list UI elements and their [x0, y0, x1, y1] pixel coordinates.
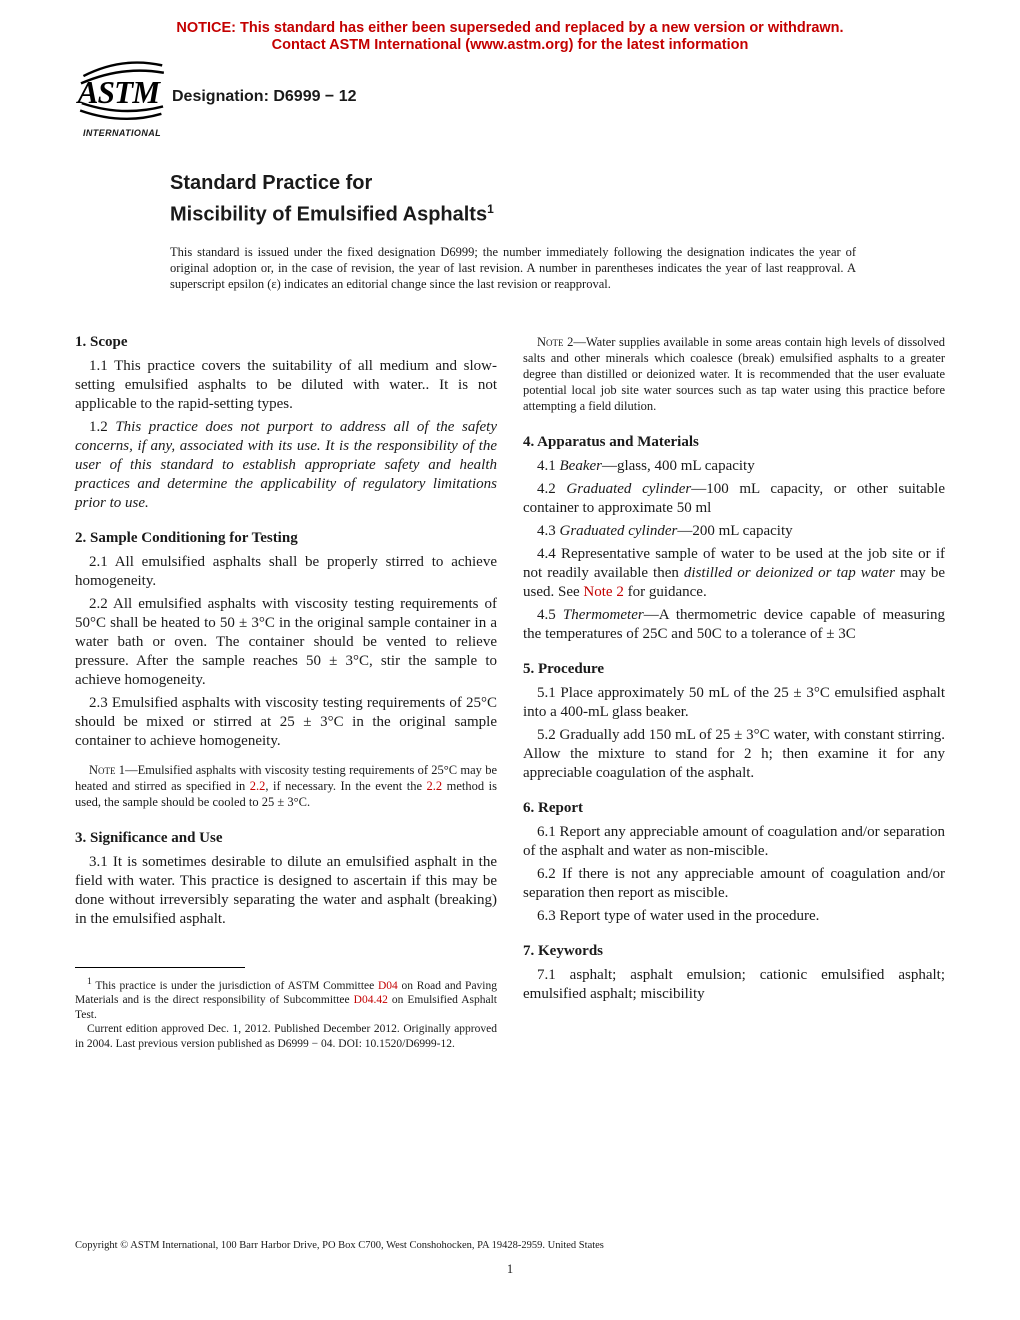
footnote-block: [75, 967, 497, 1051]
para-4-5-text: —A thermometric device capable of measuring the temperatures of 25C and 50C to a tolerance of ± 3C: [523, 607, 945, 642]
section-2-heading: 2. Sample Conditioning for Testing: [75, 530, 298, 546]
note-2: [523, 334, 945, 414]
para-4-5-number: 4.5: [537, 607, 563, 623]
para-4-4-text-b: may be used. See: [523, 565, 945, 600]
title-line-2: [170, 196, 494, 228]
section-5-heading: 5. Procedure: [523, 661, 605, 677]
para-4-4: [523, 545, 945, 602]
para-4-3-text: —200 mL capacity: [677, 523, 793, 539]
title-footnote-ref: 1: [487, 202, 494, 216]
para-2-2: 2.2 All emulsified asphalts with viscosity testing requirements of 50°C shall be heated to 50 ± 3°C in the original sample container in a water bath or oven. The container should be vented to relieve pressure. After the sample reaches 50 ± 3°C, stir the sample to achieve homogeneity.: [75, 596, 497, 688]
footnote-rule: [75, 967, 245, 968]
page-number: 1: [506, 1262, 514, 1276]
para-6-2: 6.2 If there is not any appreciable amount of coagulation and/or separation then report as miscible.: [523, 866, 945, 901]
para-4-3-term: Graduated cylinder: [559, 523, 678, 539]
para-4-4-text-c: for guidance.: [623, 584, 707, 600]
para-3-1: 3.1 It is sometimes desirable to dilute an emulsified asphalt in the field with water. This practice is designed to ascertain if this may be done without irreversibly separating the water and asphalt (breaking) in the emulsified asphalt.: [75, 854, 497, 927]
title-line-1: Standard Practice for: [170, 172, 373, 194]
ref-2-2-link-a[interactable]: 2.2: [249, 779, 266, 793]
title-text: Miscibility of Emulsified Asphalts: [170, 203, 488, 226]
note-1-label: Note 1: [89, 763, 126, 777]
footnote-text-c: on Emulsified Asphalt Test.: [75, 994, 497, 1021]
footnote-marker: 1: [87, 975, 92, 987]
para-4-1-text: —glass, 400 mL capacity: [601, 458, 755, 474]
copyright-line: Copyright © ASTM International, 100 Barr Harbor Drive, PO Box C700, West Conshohocken, PA 19428-2959. United States: [75, 1240, 604, 1251]
para-4-2-text: —100 mL capacity, or other suitable container to approximate 50 ml: [523, 481, 946, 516]
note-1: [75, 762, 497, 810]
footnote-paragraph-1: [75, 975, 497, 1022]
para-5-1: 5.1 Place approximately 50 mL of the 25 ± 3°C emulsified asphalt into a 400-mL glass beaker.: [523, 685, 945, 720]
para-4-2-term: Graduated cylinder: [566, 481, 692, 497]
para-1-2: [75, 418, 497, 513]
right-column: [523, 333, 945, 1051]
notice-line-2: Contact ASTM International (www.astm.org) for the latest information: [271, 37, 749, 53]
footnote-text-b: on Road and Paving Materials and is the direct responsibility of Subcommittee: [75, 979, 497, 1006]
section-1-heading: 1. Scope: [75, 334, 128, 350]
astm-logo: [76, 58, 168, 138]
para-4-2: [523, 480, 945, 518]
para-4-3-number: 4.3: [537, 523, 560, 539]
para-7-1: 7.1 asphalt; asphalt emulsion; cationic emulsified asphalt; emulsified asphalt; miscibility: [523, 967, 945, 1002]
para-4-3: [523, 522, 945, 541]
para-6-3: 6.3 Report type of water used in the procedure.: [537, 908, 820, 924]
note-1-text-a: —Emulsified asphalts with viscosity testing requirements of 25°C may be heated and stirred as specified in: [75, 763, 497, 793]
para-2-1: 2.1 All emulsified asphalts shall be properly stirred to achieve homogeneity.: [75, 554, 497, 589]
para-4-4-text-a: 4.4 Representative sample of water to be used at the job site or if not readily available then: [523, 546, 945, 581]
astm-logo-text: ASTM: [77, 75, 160, 111]
para-4-1-number: 4.1: [537, 458, 560, 474]
section-6-heading: 6. Report: [523, 800, 583, 816]
note-1-text-c: method is used, the sample should be cooled to 25 ± 3°C.: [75, 779, 497, 809]
section-7-heading: 7. Keywords: [523, 943, 603, 959]
subcommittee-d04-42-link[interactable]: D04.42: [353, 994, 388, 1006]
ref-2-2-link-b[interactable]: 2.2: [426, 779, 443, 793]
designation: Designation: D6999 − 12: [172, 88, 357, 105]
section-4-heading: 4. Apparatus and Materials: [523, 434, 699, 450]
para-2-3: 2.3 Emulsified asphalts with viscosity testing requirements of 25°C should be mixed or stirred at 25 ± 3°C in the original sample container to achieve homogeneity.: [75, 695, 497, 749]
section-3-heading: 3. Significance and Use: [75, 830, 223, 846]
note-2-text: —Water supplies available in some areas contain high levels of dissolved salts and other minerals which coalesce (break) emulsified asphalts to a greater degree than distilled or deionized water. It is recommended that the user evaluate potential local job site water sources such as tap water using this practice before attempting a field dilution.: [523, 335, 945, 413]
para-1-1: 1.1 This practice covers the suitability of all medium and slow-setting emulsified asphalts to be diluted with water.. It is not applicable to the rapid-setting types.: [75, 358, 497, 412]
para-1-2-number: 1.2: [89, 419, 116, 435]
supersession-notice: [0, 20, 1020, 54]
footnote-paragraph-2: Current edition approved Dec. 1, 2012. Published December 2012. Originally approved in 2004. Last previous version published as D6999 − 04. DOI: 10.1520/D6999-12.: [75, 1023, 497, 1050]
note-2-label: Note 2: [537, 335, 574, 349]
para-6-1: 6.1 Report any appreciable amount of coagulation and/or separation of the asphalt and water as non-miscible.: [523, 824, 945, 859]
ref-note-2-link[interactable]: Note 2: [583, 584, 624, 600]
notice-line-1: NOTICE: This standard has either been superseded and replaced by a new version or withdrawn.: [176, 20, 844, 36]
document-title: [170, 170, 494, 228]
para-4-5-term: Thermometer: [562, 607, 644, 623]
para-4-1-term: Beaker: [559, 458, 602, 474]
body-columns: [75, 333, 945, 1051]
note-1-text-b: , if necessary. In the event the: [265, 779, 427, 793]
footnote-text-a: This practice is under the jurisdiction of ASTM Committee: [91, 979, 378, 992]
issuance-paragraph: This standard is issued under the fixed designation D6999; the number immediately following the designation indicates the year of original adoption or, in the case of revision, the year of last revision. A number in parentheses indicates the year of last reapproval. A superscript epsilon (ε) indicates an editorial change since the last revision or reapproval.: [170, 245, 856, 291]
para-4-1: [523, 457, 945, 476]
astm-logo-icon: [76, 58, 168, 122]
committee-d04-link[interactable]: D04: [377, 979, 398, 992]
astm-logo-subtext: INTERNATIONAL: [82, 128, 162, 138]
left-column: [75, 333, 497, 1051]
para-1-2-text: This practice does not purport to address all of the safety concerns, if any, associated with its use. It is the responsibility of the user of this standard to establish appropriate safety and health practices and determine the applicability of regulatory limitations prior to use.: [75, 419, 498, 511]
para-4-2-number: 4.2: [537, 481, 567, 497]
para-5-2: 5.2 Gradually add 150 mL of 25 ± 3°C water, with constant stirring. Allow the mixture to stand for 2 h; then examine it for any appreciable coagulation of the asphalt.: [523, 727, 945, 781]
para-4-4-italic: distilled or deionized or tap water: [683, 565, 895, 581]
para-4-5: [523, 606, 945, 644]
